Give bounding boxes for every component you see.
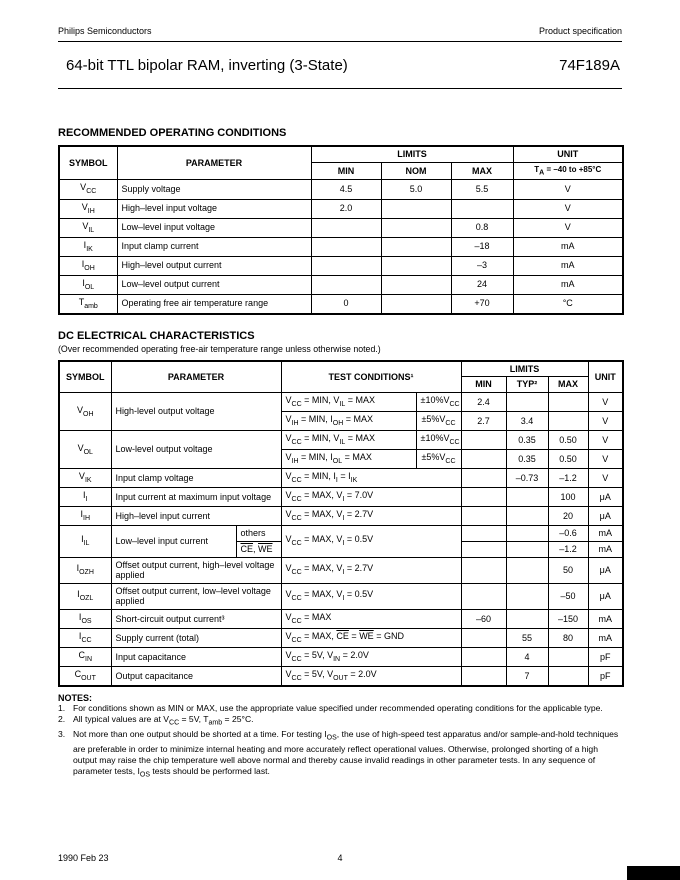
cell-symbol: $V_{OL}$ — [59, 431, 111, 469]
cell-max — [548, 648, 588, 667]
cell-unit: V — [588, 469, 623, 488]
cell-unit: μA — [588, 507, 623, 526]
cell-parameter-sub: others — [236, 526, 281, 542]
cell-symbol: $I_{IK}$ — [59, 237, 117, 256]
cell-max: 80 — [548, 629, 588, 648]
cell-max: –0.6 — [548, 526, 588, 542]
cell-typ: 3.4 — [506, 412, 548, 431]
cell-min — [461, 583, 506, 609]
cell-tolerance: $\pm 10\%V_{CC}$ — [416, 393, 461, 412]
cell-parameter: Input clamp voltage — [111, 469, 281, 488]
section-heading-recommended: RECOMMENDED OPERATING CONDITIONS — [58, 127, 287, 139]
note-item — [58, 703, 622, 714]
cell-parameter: Low-level output voltage — [111, 431, 281, 469]
cell-typ: 0.35 — [506, 431, 548, 450]
cell-typ: 0.35 — [506, 450, 548, 469]
cell-min: –60 — [461, 609, 506, 628]
col-header-parameter: PARAMETER — [111, 361, 281, 393]
cell-unit: V — [513, 199, 623, 218]
cell-max: +70 — [451, 294, 513, 314]
cell-max: 20 — [548, 507, 588, 526]
cell-symbol: $T_{amb}$ — [59, 294, 117, 314]
header-company: Philips Semiconductors — [58, 26, 152, 36]
cell-unit: μA — [588, 557, 623, 583]
cell-min — [461, 450, 506, 469]
cell-unit: V — [513, 218, 623, 237]
cell-min — [461, 667, 506, 687]
cell-parameter: Low–level input current — [111, 526, 236, 557]
cell-typ: 4 — [506, 648, 548, 667]
table-row — [59, 488, 623, 507]
cell-parameter: Supply current (total) — [111, 629, 281, 648]
footer-date: 1990 Feb 23 — [58, 853, 109, 863]
cell-parameter: Operating free air temperature range — [117, 294, 311, 314]
cell-condition: $V_{CC}$ = MAX, $V_I = 7.0V$ — [281, 488, 461, 507]
cell-nom — [381, 237, 451, 256]
cell-typ — [506, 526, 548, 542]
cell-unit: V — [588, 412, 623, 431]
table-row — [59, 431, 623, 450]
col-header-max: MAX — [451, 162, 513, 180]
cell-max: 100 — [548, 488, 588, 507]
cell-min — [461, 488, 506, 507]
table-row — [59, 557, 623, 583]
table-header-row — [59, 361, 623, 377]
cell-parameter: Short-circuit output current³ — [111, 609, 281, 628]
table-row — [59, 648, 623, 667]
cell-parameter: Input current at maximum input voltage — [111, 488, 281, 507]
cell-typ — [506, 488, 548, 507]
cell-max: 50 — [548, 557, 588, 583]
cell-typ — [506, 583, 548, 609]
cell-unit: μA — [588, 488, 623, 507]
table-row — [59, 609, 623, 628]
cell-max — [548, 393, 588, 412]
note-number: 3. — [58, 728, 66, 739]
cell-symbol: $I_{IH}$ — [59, 507, 111, 526]
cell-condition: $V_{CC}$ = MIN, $V_{IL}$ = MAX — [281, 393, 416, 412]
cell-min — [311, 256, 381, 275]
cell-max: 0.50 — [548, 431, 588, 450]
cell-max: 0.50 — [548, 450, 588, 469]
cell-max: –1.2 — [548, 469, 588, 488]
cell-typ — [506, 609, 548, 628]
table-row — [59, 469, 623, 488]
cell-symbol: $I_{OH}$ — [59, 256, 117, 275]
recommended-operating-conditions-table — [58, 145, 624, 315]
col-header-symbol: SYMBOL — [59, 146, 117, 180]
dc-electrical-characteristics-table — [58, 360, 624, 687]
cell-typ: 55 — [506, 629, 548, 648]
cell-tolerance: $\pm 10\%V_{CC}$ — [416, 431, 461, 450]
cell-tolerance: $\pm 5\%V_{CC}$ — [416, 412, 461, 431]
cell-unit: pF — [588, 648, 623, 667]
cell-min — [461, 431, 506, 450]
cell-parameter: High-level output voltage — [111, 393, 281, 431]
cell-condition: $V_{CC}$ = MAX, $V_I = 2.7V$ — [281, 557, 461, 583]
cell-parameter: High–level input voltage — [117, 199, 311, 218]
cell-parameter: Low–level input voltage — [117, 218, 311, 237]
notes-section — [58, 693, 622, 780]
cell-min — [461, 541, 506, 557]
cell-parameter-sub: $\overline{CE}$, $\overline{WE}$ — [236, 541, 281, 557]
col-header-max: MAX — [548, 377, 588, 393]
cell-symbol: $C_{OUT}$ — [59, 667, 111, 687]
scan-artifact-bar — [627, 866, 680, 880]
cell-typ — [506, 393, 548, 412]
cell-symbol: $I_{CC}$ — [59, 629, 111, 648]
cell-typ — [506, 557, 548, 583]
cell-max: 5.5 — [451, 180, 513, 199]
cell-min: 0 — [311, 294, 381, 314]
table-row — [59, 199, 623, 218]
cell-max — [548, 412, 588, 431]
cell-parameter: Low–level output current — [117, 275, 311, 294]
cell-min — [311, 237, 381, 256]
page-title: 64-bit TTL bipolar RAM, inverting (3-State) — [66, 57, 348, 74]
cell-max: –18 — [451, 237, 513, 256]
cell-max: –3 — [451, 256, 513, 275]
cell-parameter: Input capacitance — [111, 648, 281, 667]
cell-symbol: $I_{IL}$ — [59, 526, 111, 557]
col-header-unit-range: $T_A = -40$ to +85°C — [513, 162, 623, 180]
cell-condition: $V_{CC}$ = MAX, $\overline{CE} = \overline{WE}$ = GND — [281, 629, 461, 648]
cell-typ — [506, 541, 548, 557]
col-header-parameter: PARAMETER — [117, 146, 311, 180]
cell-parameter: Input clamp current — [117, 237, 311, 256]
cell-nom — [381, 275, 451, 294]
cell-unit: V — [588, 431, 623, 450]
table-row — [59, 275, 623, 294]
cell-unit: V — [588, 450, 623, 469]
table-row — [59, 393, 623, 412]
cell-condition: $V_{CC}$ = MAX, $V_I = 0.5V$ — [281, 526, 461, 557]
cell-min: 2.4 — [461, 393, 506, 412]
cell-condition: $V_{IH}$ = MIN, $I_{OL}$ = MAX — [281, 450, 416, 469]
table-row — [59, 237, 623, 256]
cell-min: 4.5 — [311, 180, 381, 199]
table-row — [59, 526, 623, 542]
cell-unit: V — [513, 180, 623, 199]
cell-symbol: $V_{IL}$ — [59, 218, 117, 237]
col-header-min: MIN — [461, 377, 506, 393]
cell-max — [451, 199, 513, 218]
dc-subheading: (Over recommended operating free-air temperature range unless otherwise noted.) — [58, 343, 381, 354]
cell-condition: $V_{CC} = 5V$, $V_{IN} = 2.0V$ — [281, 648, 461, 667]
cell-min — [461, 648, 506, 667]
col-header-unit: UNIT — [588, 361, 623, 393]
note-item — [58, 714, 622, 729]
cell-nom: 5.0 — [381, 180, 451, 199]
table-row — [59, 583, 623, 609]
cell-unit: mA — [588, 629, 623, 648]
page-header — [58, 0, 622, 42]
cell-unit: mA — [513, 275, 623, 294]
note-text: For conditions shown as MIN or MAX, use the appropriate value specified under recommended operating conditions for the applicable type. — [73, 703, 603, 714]
col-header-nom: NOM — [381, 162, 451, 180]
cell-max: 0.8 — [451, 218, 513, 237]
table-row — [59, 218, 623, 237]
cell-unit: mA — [513, 256, 623, 275]
col-header-test-conditions: TEST CONDITIONS¹ — [281, 361, 461, 393]
table-row — [59, 294, 623, 314]
cell-nom — [381, 218, 451, 237]
col-header-limits: LIMITS — [461, 361, 588, 377]
cell-condition: $V_{CC}$ = MAX, $V_I = 2.7V$ — [281, 507, 461, 526]
cell-min: 2.0 — [311, 199, 381, 218]
cell-unit: mA — [588, 541, 623, 557]
cell-parameter: Offset output current, low–level voltage applied — [111, 583, 281, 609]
cell-min: 2.7 — [461, 412, 506, 431]
cell-symbol: $C_{IN}$ — [59, 648, 111, 667]
cell-symbol: $V_{OH}$ — [59, 393, 111, 431]
cell-symbol: $I_{OS}$ — [59, 609, 111, 628]
cell-max: –50 — [548, 583, 588, 609]
cell-min — [461, 469, 506, 488]
page-content — [58, 0, 622, 780]
footer-page-number: 4 — [337, 853, 343, 863]
cell-nom — [381, 199, 451, 218]
cell-parameter: Supply voltage — [117, 180, 311, 199]
note-item — [58, 729, 622, 780]
note-text: Not more than one output should be shorted at a time. For testing $I_{OS}$, the use of high-speed test apparatus and/or sample-and-hold techniques are preferable in order to minimize internal heating and more accurately reflect operational values. Otherwise, prolonged shorting of a high output may raise the chip temperature well above normal and thereby cause invalid readings in other parameter tests. In any sequence of parameter tests, $I_{OS}$ tests should be performed last. — [73, 728, 619, 779]
cell-symbol: $I_{OZH}$ — [59, 557, 111, 583]
cell-min — [311, 218, 381, 237]
cell-symbol: $I_{OZL}$ — [59, 583, 111, 609]
cell-typ: –0.73 — [506, 469, 548, 488]
cell-unit: °C — [513, 294, 623, 314]
cell-unit: mA — [513, 237, 623, 256]
note-text: All typical values are at $V_{CC} = 5V$, $T_{amb} = 25^\circ C$. — [73, 714, 254, 727]
title-bar — [58, 42, 622, 89]
col-header-symbol: SYMBOL — [59, 361, 111, 393]
col-header-limits: LIMITS — [311, 146, 513, 162]
cell-unit: V — [588, 393, 623, 412]
cell-min — [461, 629, 506, 648]
cell-typ — [506, 507, 548, 526]
cell-symbol: $V_{IH}$ — [59, 199, 117, 218]
cell-symbol: $I_{OL}$ — [59, 275, 117, 294]
section-heading-dc: DC ELECTRICAL CHARACTERISTICS — [58, 329, 255, 342]
table-row — [59, 180, 623, 199]
cell-condition: $V_{CC}$ = MAX, $V_I = 0.5V$ — [281, 583, 461, 609]
cell-parameter: Offset output current, high–level voltage applied — [111, 557, 281, 583]
cell-condition: $V_{CC}$ = MIN, $V_{IL}$ = MAX — [281, 431, 416, 450]
cell-max: –1.2 — [548, 541, 588, 557]
cell-condition: $V_{IH}$ = MIN, $I_{OH}$ = MAX — [281, 412, 416, 431]
col-header-unit: UNIT — [513, 146, 623, 162]
notes-heading: NOTES: — [58, 693, 93, 704]
cell-symbol: $V_{CC}$ — [59, 180, 117, 199]
table-row — [59, 507, 623, 526]
note-number: 2. — [58, 714, 66, 725]
part-number: 74F189A — [559, 57, 620, 74]
cell-condition: $V_{CC} = 5V$, $V_{OUT} = 2.0V$ — [281, 667, 461, 687]
cell-unit: μA — [588, 583, 623, 609]
cell-min — [461, 557, 506, 583]
cell-unit: mA — [588, 609, 623, 628]
cell-nom — [381, 294, 451, 314]
cell-min — [461, 507, 506, 526]
cell-max: –150 — [548, 609, 588, 628]
cell-tolerance: $\pm 5\%V_{CC}$ — [416, 450, 461, 469]
table-header-row — [59, 146, 623, 162]
cell-parameter: Output capacitance — [111, 667, 281, 687]
cell-max: 24 — [451, 275, 513, 294]
cell-min — [461, 526, 506, 542]
cell-parameter: High–level output current — [117, 256, 311, 275]
cell-min — [311, 275, 381, 294]
col-header-typ: TYP² — [506, 377, 548, 393]
col-header-min: MIN — [311, 162, 381, 180]
table-row — [59, 256, 623, 275]
header-doc-type: Product specification — [538, 26, 622, 36]
cell-condition: $V_{CC}$ = MIN, $I_I = I_{IK}$ — [281, 469, 461, 488]
cell-symbol: $I_I$ — [59, 488, 111, 507]
cell-nom — [381, 256, 451, 275]
cell-typ: 7 — [506, 667, 548, 687]
cell-symbol: $V_{IK}$ — [59, 469, 111, 488]
cell-parameter: High–level input current — [111, 507, 281, 526]
table-row — [59, 667, 623, 687]
cell-unit: mA — [588, 526, 623, 542]
note-number: 1. — [58, 703, 66, 714]
cell-condition: $V_{CC}$ = MAX — [281, 609, 461, 628]
page-footer — [58, 853, 622, 863]
cell-unit: pF — [588, 667, 623, 687]
table-row — [59, 629, 623, 648]
cell-max — [548, 667, 588, 687]
